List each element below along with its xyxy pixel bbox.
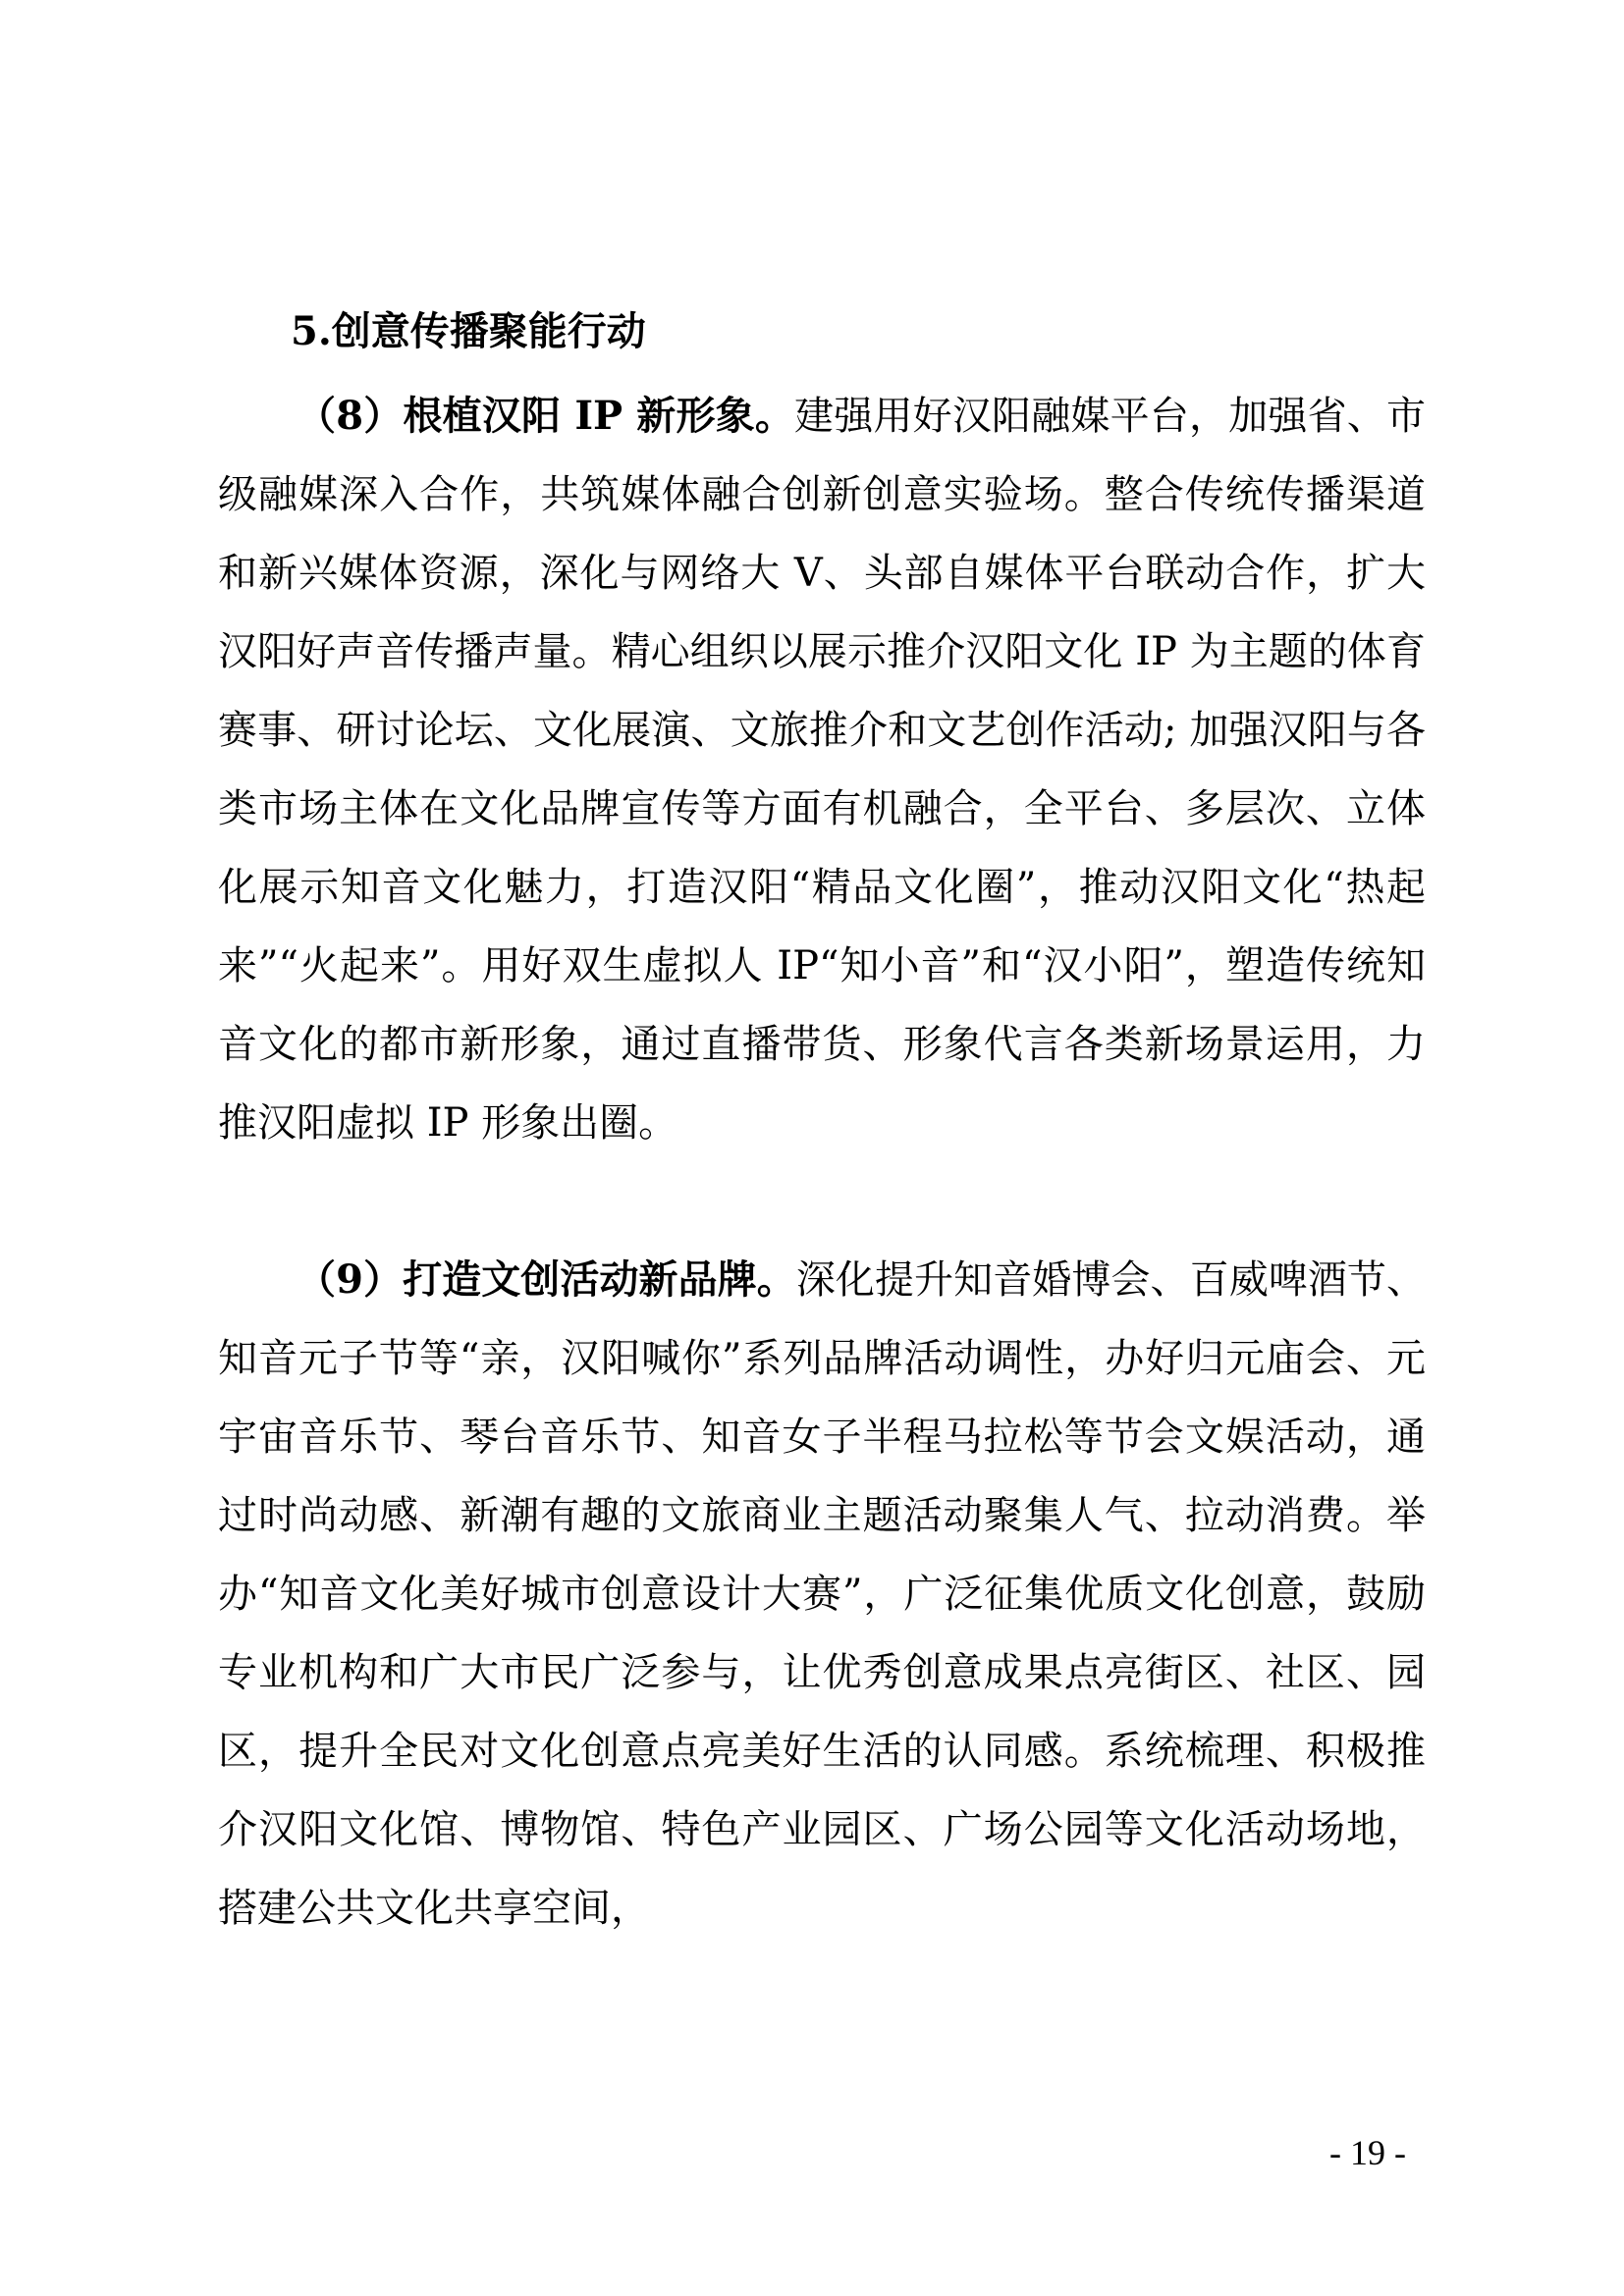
- paragraph-9-lead: （9）打造文创活动新品牌。: [297, 1256, 796, 1303]
- paragraph-8-body: 建强用好汉阳融媒平台，加强省、市级融媒深入合作，共筑媒体融合创新创意实验场。整合传统传播渠道和新兴媒体资源，深化与网络大 V、头部自媒体平台联动合作，扩大汉阳好声音传播声量。精心组织以展示推介汉阳文化 IP 为主题的体育赛事、研讨论坛、文化展演、文旅推介和文艺创作活动; 加强汉阳与各类市场主体在文化品牌宣传等方面有机融合，全平台、多层次、立体化展示知音文化魅力，打造汉阳“精品文化圈”，推动汉阳文化“热起来”“火起来”。用好双生虚拟人 IP“知小音”和“汉小阳”，塑造传统知音文化的都市新形象，通过直播带货、形象代言各类新场景运用，力推汉阳虚拟 IP 形象出圈。: [218, 394, 1427, 1146]
- paragraph-9-body: 深化提升知音婚博会、百威啤酒节、知音元子节等“亲，汉阳喊你”系列品牌活动调性，办好归元庙会、元宇宙音乐节、琴台音乐节、知音女子半程马拉松等节会文娱活动，通过时尚动感、新潮有趣的文旅商业主题活动聚集人气、拉动消费。举办“知音文化美好城市创意设计大赛”，广泛征集优质文化创意，鼓励专业机构和广大市民广泛参与，让优秀创意成果点亮街区、社区、园区，提升全民对文化创意点亮美好生活的认同感。系统梳理、积极推介汉阳文化馆、博物馆、特色产业园区、广场公园等文化活动场地，搭建公共文化共享空间，: [218, 1257, 1426, 1931]
- paragraph-9: [218, 1241, 1426, 1948]
- page-number: - 19 -: [1329, 2133, 1406, 2172]
- paragraph-8-lead: （8）根植汉阳 IP 新形象。: [297, 393, 795, 439]
- paragraph-8: [218, 377, 1426, 1162]
- section-heading: 5.创意传播聚能行动: [291, 308, 646, 354]
